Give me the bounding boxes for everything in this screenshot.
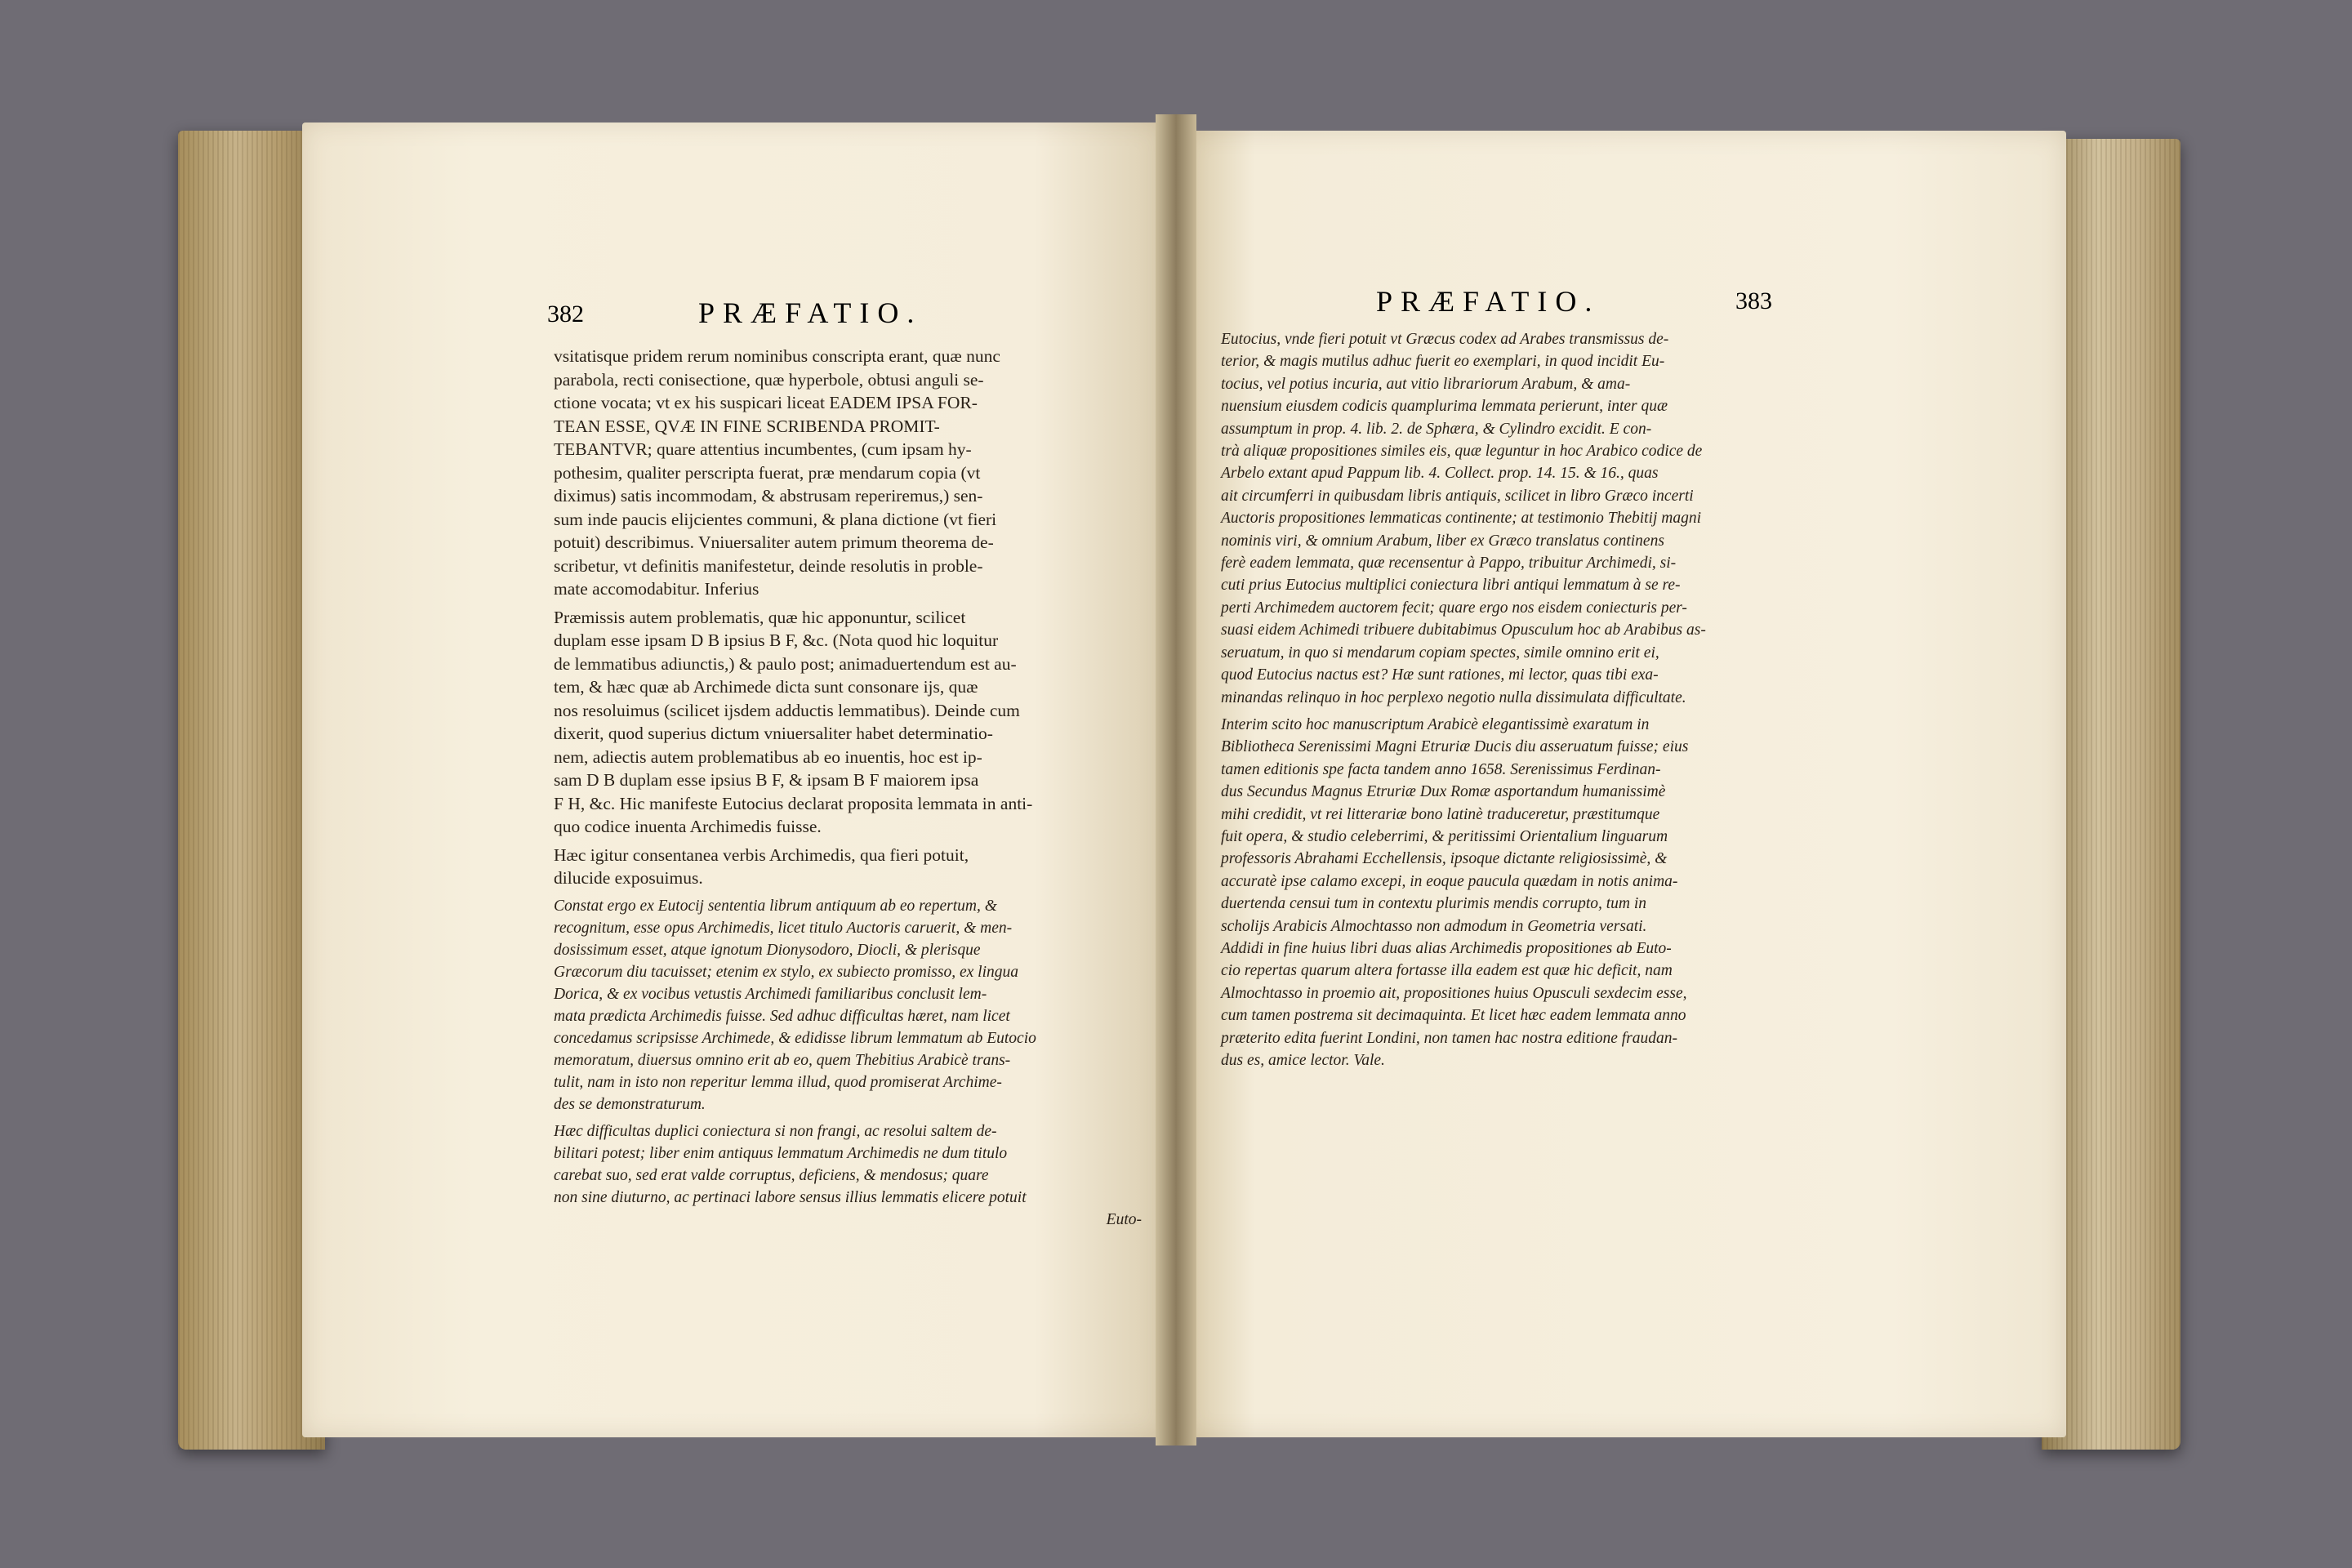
left-paragraph-3: Hæc igitur consentanea verbis Archimedis, qua fieri potuit, dilucide exposuimus.	[554, 844, 969, 888]
left-paragraph-4: Constat ergo ex Eutocij sententia librum antiquum ab eo repertum, & recognitum, esse opus Archimedis, licet titulo Auctoris caruerit, & men- dosissimum esset, atque ignotum Dionysodoro, Diocli, & plerisque Græcorum diu tacuisset; etenim ex stylo, ex subiecto promisso, ex lingua Dorica, & ex vocibus vetustis Archimedi familiaribus conclusit lem- mata prædicta Archimedis fuisse. Sed adhuc difficultas hæret, nam licet concedamus scripsisse Archimede, & edidisse librum lemmatum ab Eutocio memoratum, diuersus omnino erit ab eo, quem Thebitius Arabicè trans- tulit, nam in isto non reperitur lemma illud, quod promiserat Archime- des se demonstraturum.	[554, 897, 1036, 1113]
left-page-number: 382	[547, 301, 584, 327]
left-paragraph-1: vsitatisque pridem rerum nominibus conscripta erant, quæ nunc parabola, recti conisectione, quæ hyperbole, obtusi anguli se- ctione vocata; vt ex his suspicari liceat EADEM IPSA FOR- TEAN ESSE, QVÆ IN FINE SCRIBENDA PROMIT- TEBANTVR; quare attentius incumbentes, (cum ipsam hy- pothesim, qualiter perscripta fuerat, præ mendarum copia (vt diximus) satis incommodam, & abstrusam reperiremus,) sen- sum inde paucis elijcientes communi, & plana dictione (vt fieri potuit) describimus. Vniuersaliter autem primum theorema de- scribetur, vt definitis manifestetur, deinde resolutis in proble- mate accomodabitur. Inferius	[554, 346, 1000, 599]
open-book	[172, 114, 2189, 1454]
right-page-body	[1221, 328, 1825, 1071]
left-paragraph-5: Hæc difficultas duplici coniectura si non frangi, ac resolui saltem de- bilitari potest; liber enim antiquus lemmatum Archimedis ne dum titulo carebat suo, sed erat valde corruptus, deficiens, & mendosus; quare non sine diuturno, ac pertinaci labore sensus illius lemmatis elicere potuit	[554, 1122, 1027, 1206]
left-running-head: PRÆFATIO.	[698, 296, 923, 329]
right-paragraph-2: Interim scito hoc manuscriptum Arabicè elegantissimè exaratum in Bibliotheca Serenissimi Magni Etruriæ Ducis diu asseruatum fuisse; eius tamen editionis spe facta tandem anno 1658. Serenissimus Ferdinan- dus Secundus Magnus Etruriæ Dux Romæ asportandum humanissimè mihi credidit, vt rei litterariæ bono latinè traduceretur, præstitumque fuit opera, & studio celeberrimi, & peritissimi Orientalium linguarum professoris Abrahami Ecchellensis, ipsoque dictante religiosissimè, & accuratè ipse calamo excepi, in eoque paucula quædam in notis anima- duertenda censui tum in contextu plurimis mendis corrupto, tum in scholijs Arabicis Almochtasso non admodum in Geometria versati.	[1221, 715, 1689, 935]
book-gutter	[1156, 114, 1196, 1446]
left-page-body	[554, 345, 1142, 1231]
right-page-number: 383	[1735, 287, 1772, 314]
left-catchword: Euto-	[1106, 1210, 1142, 1228]
right-paragraph-1: Eutocius, vnde fieri potuit vt Græcus codex ad Arabes transmissus de- terior, & magis mutilus adhuc fuerit eo exemplari, in quod incidit Eu- tocius, vel potius incuria, aut vitio librariorum Arabum, & ama- nuensium eiusdem codicis quamplurima lemmata perierunt, inter quæ assumptum in prop. 4. lib. 2. de Sphæra, & Cylindro excidit. E con- trà aliquæ propositiones similes eis, quæ leguntur in hoc Arabico codice de Arbelo extant apud Pappum lib. 4. Collect. prop. 14. 15. & 16., quas ait circumferri in quibusdam libris antiquis, scilicet in libro Græco incerti Auctoris propositiones lemmaticas continente; at testimonio Thebitij magni nominis viri, & omnium Arabum, liber ex Græco translatus continens ferè eadem lemmata, quæ recensentur à Pappo, tribuitur Archimedi, si- cuti prius Eutocius multiplici coniectura libri antiqui lemmatum à se re- perti Archimedem auctorem fecit; quare ergo nos eisdem coniecturis per- suasi eidem Achimedi tribuere dubitabimus Opusculum hoc ab Arabibus as- seruatum, in quo si mendarum copiam spectes, simile omnino erit ei, quod Eutocius nactus est? Hæ sunt rationes, mi lector, quas tibi exa- minandas relinquo in hoc perplexo negotio nulla dissimulata difficultate.	[1221, 331, 1706, 706]
right-running-head: PRÆFATIO.	[1376, 285, 1601, 318]
right-paragraph-3: Addidi in fine huius libri duas alias Archimedis propositiones ab Euto- cio repertas quarum altera fortasse illa eadem est quæ hic deficit, nam Almochtasso in proemio ait, propositiones huius Opusculi sexdecim esse, cum tamen postrema sit decimaquinta. Et licet hæc eadem lemmata anno præterito edita fuerint Londini, non tamen hac nostra editione fraudan- dus es, amice lector. Vale.	[1221, 939, 1687, 1069]
left-paragraph-2: Præmissis autem problematis, quæ hic apponuntur, scilicet duplam esse ipsam D B ipsius B F, &c. (Nota quod hic loquitur de lemmatibus adiunctis,) & paulo post; animaduertendum est au- tem, & hæc quæ ab Archimede dicta sunt consonare ijs, quæ nos resoluimus (scilicet ijsdem adductis lemmatibus). Deinde cum dixerit, quod superius dictum vniuersaliter habet determinatio- nem, adiectis autem problematibus ab eo inuentis, hoc est ip- sam D B duplam esse ipsius B F, & ipsam B F maiorem ipsa F H, &c. Hic manifeste Eutocius declarat proposita lemmata in anti- quo codice inuenta Archimedis fuisse.	[554, 607, 1033, 836]
